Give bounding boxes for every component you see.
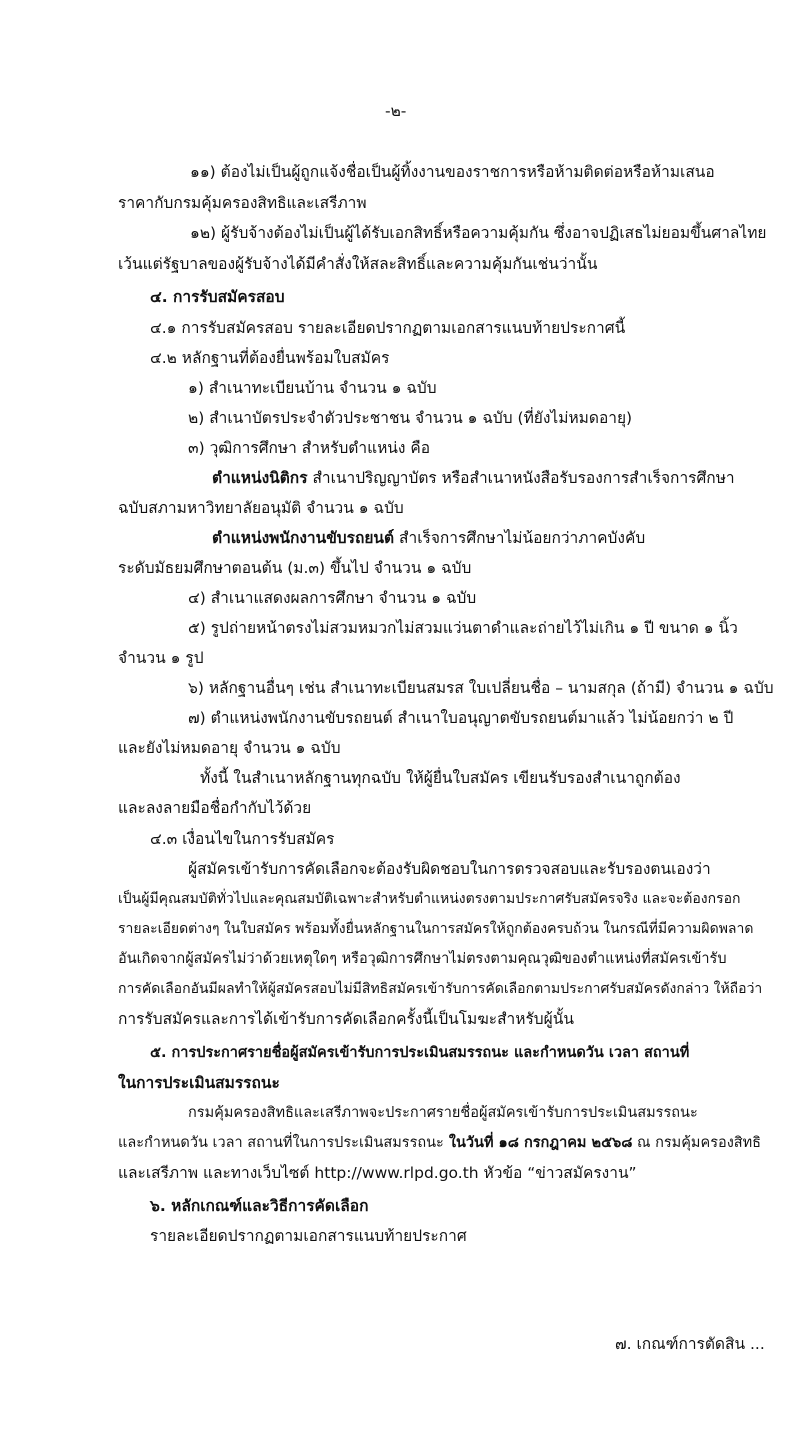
text-line: เป็นผู้มีคุณสมบัติทั่วไปและคุณสมบัติเฉพาะสำหรับตำแหน่งตรงตามประกาศรับสมัครจริง และจะต้องกรอก	[118, 891, 741, 907]
text-line: ทั้งนี้ ในสำเนาหลักฐานทุกฉบับ ให้ผู้ยื่นใบสมัคร เขียนรับรองสำเนาถูกต้อง	[200, 769, 681, 787]
text-line: และยังไม่หมดอายุ จำนวน ๑ ฉบับ	[118, 739, 341, 757]
text-line: ๔.๒ หลักฐานที่ต้องยื่นพร้อมใบสมัคร	[150, 349, 390, 367]
section-heading: ๕. การประกาศรายชื่อผู้สมัครเข้ารับการประเมินสมรรถนะ และกำหนดวัน เวลา สถานที่	[150, 1045, 690, 1061]
text-line: ๑๒) ผู้รับจ้างต้องไม่เป็นผู้ได้รับเอกสิทธิ์หรือความคุ้มกัน ซึ่งอาจปฏิเสธไม่ยอมขึ้นศาลไทย	[190, 224, 767, 242]
announcement-date: ในวันที่ ๑๘ กรกฎาคม ๒๕๖๘	[443, 1135, 633, 1151]
text-line: และลงลายมือชื่อกำกับไว้ด้วย	[118, 799, 312, 817]
text-line: ๕) รูปถ่ายหน้าตรงไม่สวมหมวกไม่สวมแว่นตาดำและถ่ายไว้ไม่เกิน ๑ ปี ขนาด ๑ นิ้ว	[188, 619, 738, 637]
text-line: รายละเอียดปรากฏตามเอกสารแนบท้ายประกาศ	[150, 1227, 467, 1245]
text-line: อันเกิดจากผู้สมัครไม่ว่าด้วยเหตุใดๆ หรือวุฒิการศึกษาไม่ตรงตามคุณวุฒิของตำแหน่งที่สมัครเข้ารับ	[118, 951, 727, 967]
position-title: ตำแหน่งนิติกร	[212, 469, 308, 487]
text-line: การคัดเลือกอันมีผลทำให้ผู้สมัครสอบไม่มีสิทธิสมัครเข้ารับการคัดเลือกตามประกาศรับสมัครดังกล่าว ให้ถือว่า	[118, 981, 763, 997]
text-line: ๖) หลักฐานอื่นๆ เช่น สำเนาทะเบียนสมรส ใบเปลี่ยนชื่อ – นามสกุล (ถ้ามี) จำนวน ๑ ฉบับ	[188, 679, 774, 697]
text-span: และกำหนดวัน เวลา สถานที่ในการประเมินสมรรถนะ	[118, 1135, 444, 1151]
text-line: ๔.๑ การรับสมัครสอบ รายละเอียดปรากฏตามเอกสารแนบท้ายประกาศนี้	[150, 319, 626, 337]
text-line: ราคากับกรมคุ้มครองสิทธิและเสรีภาพ	[118, 194, 367, 212]
text-line: ๔.๓ เงื่อนไขในการรับสมัคร	[150, 830, 335, 848]
page-number: -๒-	[385, 102, 407, 120]
text-line: จำนวน ๑ รูป	[118, 649, 204, 667]
position-title: ตำแหน่งพนักงานขับรถยนต์	[212, 529, 395, 547]
text-span: สำเร็จการศึกษาไม่น้อยกว่าภาคบังคับ	[394, 529, 646, 547]
text-line: ๔) สำเนาแสดงผลการศึกษา จำนวน ๑ ฉบับ	[188, 589, 477, 607]
text-line	[212, 467, 735, 489]
continuation-note: ๗. เกณฑ์การตัดสิน ...	[615, 1335, 765, 1353]
text-line: ระดับมัธยมศึกษาตอนต้น (ม.๓) ขึ้นไป จำนวน ๑ ฉบับ	[118, 559, 472, 577]
text-line: รายละเอียดต่างๆ ในใบสมัคร พร้อมทั้งยื่นหลักฐานในการสมัครให้ถูกต้องครบถ้วน ในกรณีที่มีความผิดพลาด	[118, 921, 754, 937]
text-line: ๓) วุฒิการศึกษา สำหรับตำแหน่ง คือ	[188, 439, 431, 457]
text-line: ๒) สำเนาบัตรประจำตัวประชาชน จำนวน ๑ ฉบับ (ที่ยังไม่หมดอายุ)	[188, 409, 633, 427]
text-line: และเสรีภาพ และทางเว็บไซต์ http://www.rlpd.go.th หัวข้อ “ข่าวสมัครงาน”	[118, 1164, 637, 1182]
text-line: ฉบับสภามหาวิทยาลัยอนุมัติ จำนวน ๑ ฉบับ	[118, 499, 404, 517]
section-heading: ๔. การรับสมัครสอบ	[150, 288, 285, 306]
text-line: การรับสมัครและการได้เข้ารับการคัดเลือกครั้งนี้เป็นโมฆะสำหรับผู้นั้น	[118, 1010, 574, 1028]
text-span: ณ กรมคุ้มครองสิทธิ	[632, 1135, 762, 1151]
text-line: ๑๑) ต้องไม่เป็นผู้ถูกแจ้งชื่อเป็นผู้ทิ้งงานของราชการหรือห้ามติดต่อหรือห้ามเสนอ	[190, 163, 715, 181]
text-span: สำเนาปริญญาบัตร หรือสำเนาหนังสือรับรองการสำเร็จการศึกษา	[307, 469, 735, 487]
text-line: เว้นแต่รัฐบาลของผู้รับจ้างได้มีคำสั่งให้สละสิทธิ์และความคุ้มกันเช่นว่านั้น	[118, 255, 598, 273]
section-heading: ๖. หลักเกณฑ์และวิธีการคัดเลือก	[150, 1197, 369, 1215]
section-heading: ในการประเมินสมรรถนะ	[118, 1074, 280, 1092]
text-line	[212, 527, 645, 549]
text-line: ๑) สำเนาทะเบียนบ้าน จำนวน ๑ ฉบับ	[188, 379, 437, 397]
text-line: กรมคุ้มครองสิทธิและเสรีภาพจะประกาศรายชื่อผู้สมัครเข้ารับการประเมินสมรรถนะ	[188, 1105, 698, 1121]
text-line: ผู้สมัครเข้ารับการคัดเลือกจะต้องรับผิดชอบในการตรวจสอบและรับรองตนเองว่า	[188, 860, 711, 878]
text-line	[118, 1132, 761, 1154]
text-line: ๗) ตำแหน่งพนักงานขับรถยนต์ สำเนาใบอนุญาตขับรถยนต์มาแล้ว ไม่น้อยกว่า ๒ ปี	[188, 709, 734, 727]
